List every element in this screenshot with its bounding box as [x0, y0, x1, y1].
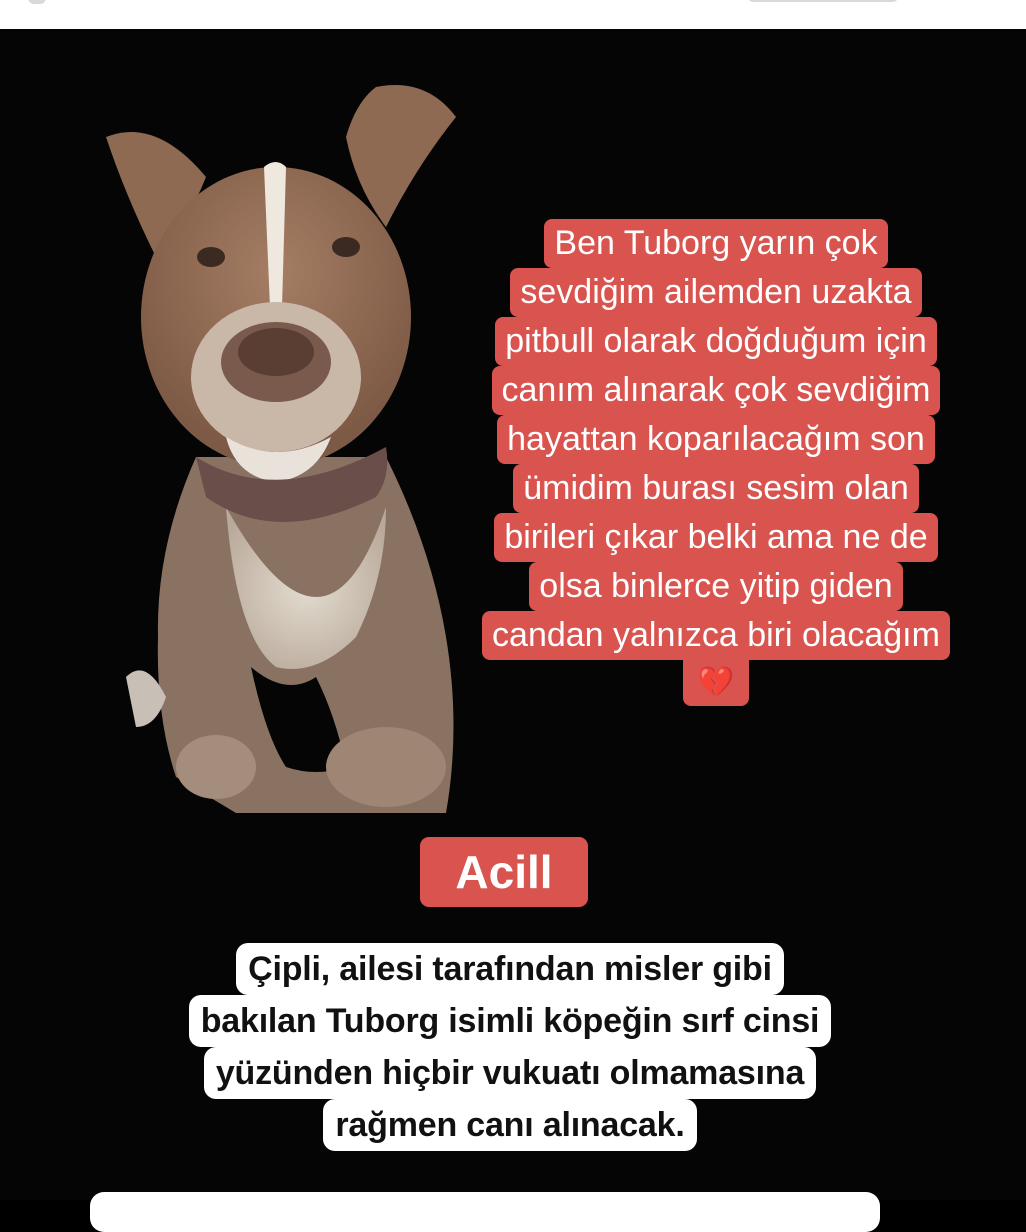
notice-line: yüzünden hiçbir vukuatı olmamasına — [204, 1047, 816, 1099]
speech-line: Ben Tuborg yarın çok — [544, 219, 887, 268]
speech-line: birileri çıkar belki ama ne de — [494, 513, 937, 562]
speech-line: olsa binlerce yitip giden — [529, 562, 902, 611]
notice-block — [130, 943, 890, 1151]
dog-photo — [86, 77, 462, 813]
story-canvas — [0, 29, 1026, 1200]
urgent-badge: Acill — [420, 837, 588, 907]
speech-line: hayattan koparılacağım son — [497, 415, 935, 464]
speech-line: pitbull olarak doğduğum için — [495, 317, 936, 366]
dog-speech-block — [432, 219, 1000, 706]
notice-line: Çipli, ailesi tarafından misler gibi — [236, 943, 784, 995]
status-mark-left — [28, 0, 46, 4]
speech-line: candan yalnızca biri olacağım — [482, 611, 950, 660]
notice-line: rağmen canı alınacak. — [323, 1099, 696, 1151]
broken-heart-icon: 💔 — [683, 660, 748, 706]
speech-line: ümidim burası sesim olan — [513, 464, 918, 513]
speech-line: sevdiğim ailemden uzakta — [510, 268, 921, 317]
top-status-bar — [0, 0, 1026, 29]
speech-line: canım alınarak çok sevdiğim — [492, 366, 941, 415]
next-text-box — [90, 1192, 880, 1232]
status-mark-right — [748, 0, 898, 2]
notice-line: bakılan Tuborg isimli köpeğin sırf cinsi — [189, 995, 832, 1047]
